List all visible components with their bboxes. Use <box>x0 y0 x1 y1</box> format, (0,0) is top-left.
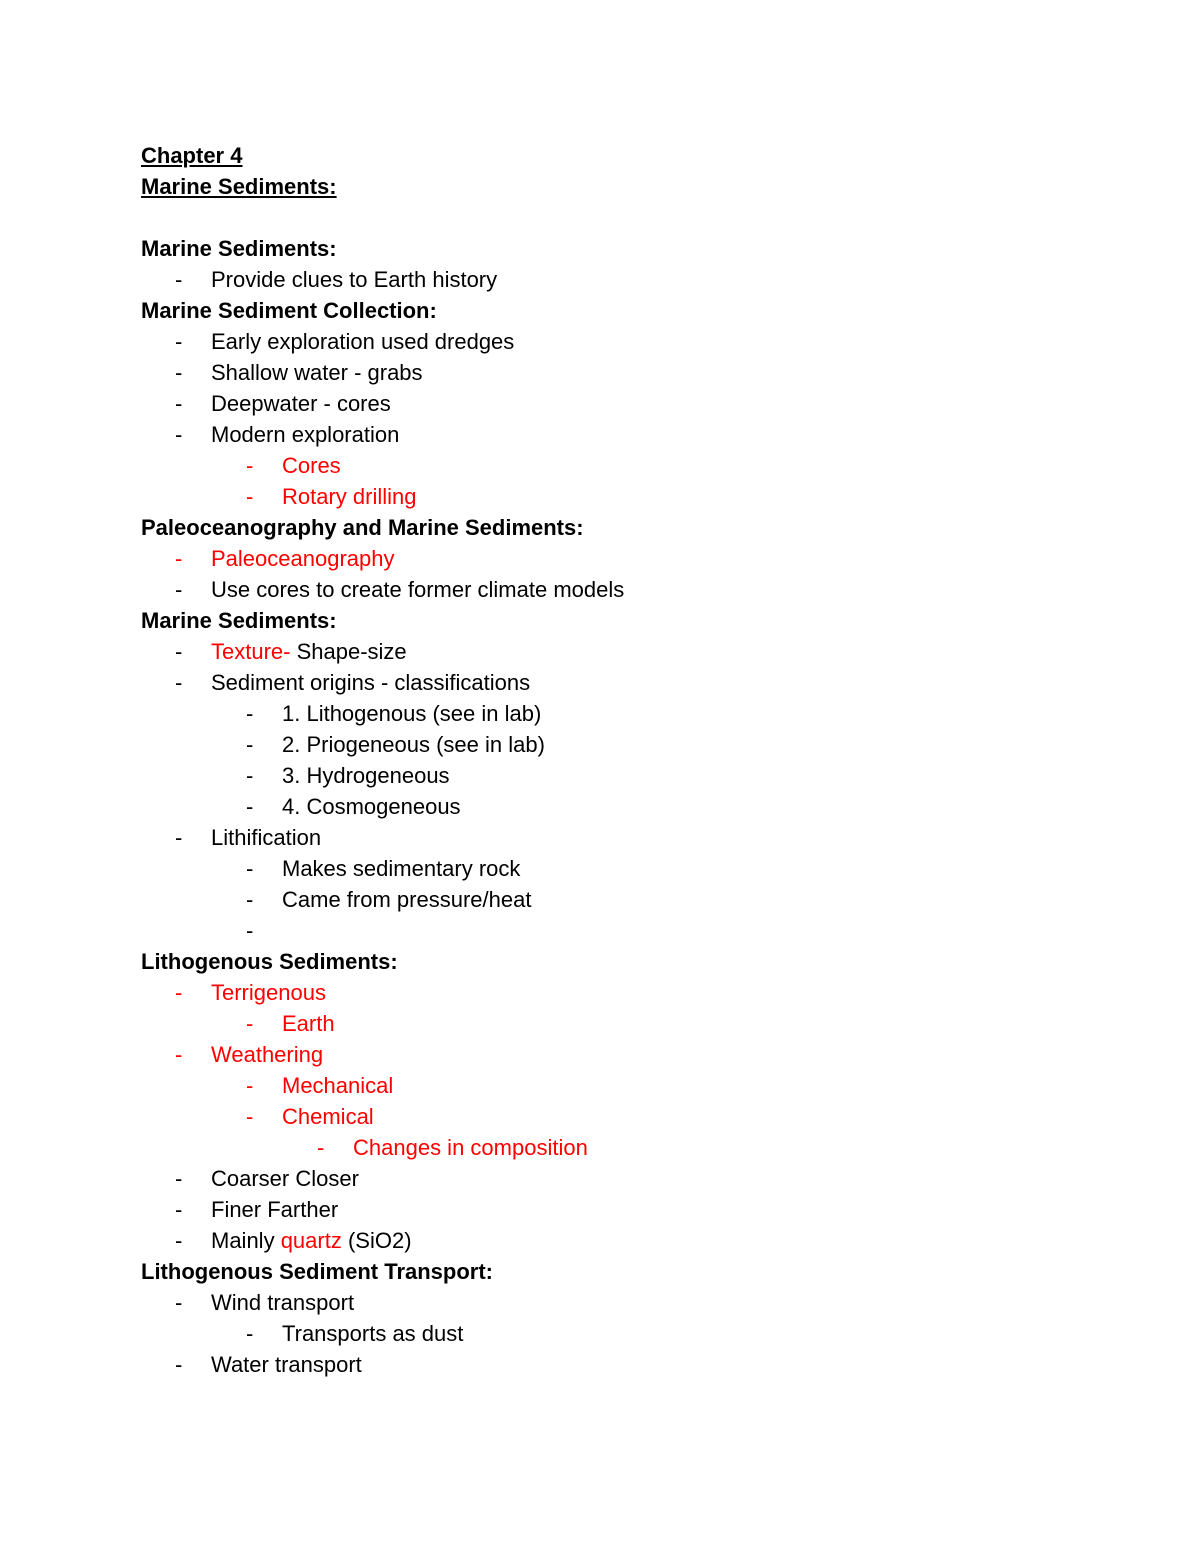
bullet-item-level-2 <box>141 450 1141 481</box>
bullet-text <box>211 1163 359 1194</box>
bullet-text <box>282 884 531 915</box>
bullet-dash-icon: - <box>246 1104 254 1129</box>
bullet-text <box>282 450 341 481</box>
bullet-text <box>282 729 545 760</box>
bullet-item-level-2 <box>141 729 1141 760</box>
bullet-text <box>282 481 417 512</box>
bullet-dash-icon: - <box>246 887 254 912</box>
bullet-text <box>282 1008 335 1039</box>
bullet-dash-icon: - <box>175 391 183 416</box>
bullet-dash-icon: - <box>175 980 183 1005</box>
bullet-dash-icon: - <box>175 1197 183 1222</box>
bullet-item-level-1 <box>141 543 1141 574</box>
bullet-text <box>353 1132 588 1163</box>
bullet-text <box>211 1349 362 1380</box>
highlighted-term: quartz <box>280 1228 342 1253</box>
bullet-dash-icon: - <box>175 1290 183 1315</box>
bullet-item-level-1 <box>141 977 1141 1008</box>
text-segment: 4. Cosmogeneous <box>282 794 461 819</box>
bullet-dash-icon: - <box>175 329 183 354</box>
bullet-dash-icon: - <box>246 856 254 881</box>
bullet-item-level-2 <box>141 1008 1141 1039</box>
text-segment: Early exploration used dredges <box>211 329 515 354</box>
bullet-item-level-1 <box>141 357 1141 388</box>
bullet-item-level-1 <box>141 1163 1141 1194</box>
bullet-text <box>211 822 321 853</box>
text-segment: Came from pressure/heat <box>282 887 532 912</box>
bullet-item-level-2 <box>141 698 1141 729</box>
text-segment: Modern exploration <box>211 422 400 447</box>
bullet-item-level-2 <box>141 1101 1141 1132</box>
section-heading: Lithogenous Sediment Transport: <box>141 1259 494 1284</box>
section-heading: Lithogenous Sediments: <box>141 949 398 974</box>
highlighted-term: Changes in composition <box>353 1135 588 1160</box>
bullet-text <box>211 543 394 574</box>
bullet-item-level-2 <box>141 1070 1141 1101</box>
bullet-text <box>211 357 423 388</box>
bullet-item-level-1 <box>141 264 1141 295</box>
bullet-item-level-1 <box>141 1194 1141 1225</box>
bullet-text <box>282 1318 463 1349</box>
bullet-text <box>211 574 624 605</box>
bullet-dash-icon: - <box>175 670 183 695</box>
section-heading: Marine Sediments: <box>141 608 337 633</box>
section-heading: Paleoceanography and Marine Sediments: <box>141 515 584 540</box>
text-segment: Water transport <box>211 1352 362 1377</box>
bullet-item-level-1 <box>141 1349 1141 1380</box>
text-segment: Finer Farther <box>211 1197 339 1222</box>
highlighted-term: Rotary drilling <box>282 484 417 509</box>
text-segment: Transports as dust <box>282 1321 464 1346</box>
text-segment: Shallow water - grabs <box>211 360 423 385</box>
bullet-item-level-1 <box>141 636 1141 667</box>
section-heading: Marine Sediments: <box>141 236 337 261</box>
bullet-dash-icon: - <box>246 794 254 819</box>
bullet-text <box>211 326 514 357</box>
document-page <box>141 140 1141 1380</box>
section-heading: Marine Sediment Collection: <box>141 298 437 323</box>
text-segment: Sediment origins - classifications <box>211 670 531 695</box>
bullet-item-level-2 <box>141 884 1141 915</box>
bullet-item-level-2 <box>141 791 1141 822</box>
bullet-dash-icon: - <box>246 484 254 509</box>
bullet-item-level-2 <box>141 481 1141 512</box>
bullet-dash-icon: - <box>246 1011 254 1036</box>
bullet-item-level-2 <box>141 760 1141 791</box>
text-segment: Makes sedimentary rock <box>282 856 521 881</box>
bullet-dash-icon: - <box>175 360 183 385</box>
bullet-text <box>211 1039 323 1070</box>
bullet-item-level-1 <box>141 667 1141 698</box>
bullet-item-level-2 <box>141 1318 1141 1349</box>
highlighted-term: Chemical <box>282 1104 374 1129</box>
text-segment: Use cores to create former climate models <box>211 577 625 602</box>
bullet-item-level-3 <box>141 1132 1141 1163</box>
bullet-dash-icon: - <box>175 1352 183 1377</box>
highlighted-term: Paleoceanography <box>211 546 395 571</box>
text-segment: 3. Hydrogeneous <box>282 763 450 788</box>
bullet-dash-icon: - <box>246 701 254 726</box>
bullet-dash-icon: - <box>175 1228 183 1253</box>
bullet-dash-icon: - <box>317 1135 325 1160</box>
text-segment: 2. Priogeneous (see in lab) <box>282 732 545 757</box>
bullet-item-level-1 <box>141 574 1141 605</box>
bullet-dash-icon: - <box>246 1321 254 1346</box>
text-segment: Provide clues to Earth history <box>211 267 498 292</box>
bullet-dash-icon: - <box>175 422 183 447</box>
text-segment: Shape-size <box>296 639 407 664</box>
highlighted-term: Terrigenous <box>211 980 326 1005</box>
bullet-dash-icon: - <box>246 732 254 757</box>
bullet-text <box>282 791 461 822</box>
bullet-text <box>282 760 450 791</box>
bullet-item-level-1 <box>141 388 1141 419</box>
highlighted-term: Mechanical <box>282 1073 394 1098</box>
bullet-item-level-1 <box>141 1287 1141 1318</box>
bullet-item-level-1 <box>141 326 1141 357</box>
bullet-dash-icon: - <box>175 825 183 850</box>
highlighted-term: Earth <box>282 1011 335 1036</box>
highlighted-term: Weathering <box>211 1042 324 1067</box>
bullet-item-level-1 <box>141 1225 1141 1256</box>
blank-line <box>141 202 1141 233</box>
bullet-text <box>211 667 530 698</box>
bullet-dash-icon: - <box>246 453 254 478</box>
bullet-text <box>211 1194 338 1225</box>
bullet-text <box>282 853 520 884</box>
bullet-text <box>211 636 407 667</box>
document-title: Chapter 4 <box>141 143 243 168</box>
bullet-dash-icon: - <box>246 918 254 943</box>
bullet-dash-icon: - <box>246 1073 254 1098</box>
text-segment: Wind transport <box>211 1290 355 1315</box>
bullet-item-level-1 <box>141 419 1141 450</box>
text-segment: Mainly <box>211 1228 281 1253</box>
bullet-item-level-1 <box>141 822 1141 853</box>
bullet-item-level-2 <box>141 853 1141 884</box>
bullet-text <box>211 264 497 295</box>
bullet-dash-icon: - <box>175 1166 183 1191</box>
bullet-text <box>211 1287 354 1318</box>
bullet-item-level-1 <box>141 1039 1141 1070</box>
bullet-text <box>282 1070 393 1101</box>
bullet-text <box>211 388 391 419</box>
document-title: Marine Sediments: <box>141 174 337 199</box>
text-segment: (SiO2) <box>341 1228 412 1253</box>
text-segment: Coarser Closer <box>211 1166 359 1191</box>
text-segment: 1. Lithogenous (see in lab) <box>282 701 542 726</box>
bullet-text <box>282 698 541 729</box>
bullet-dash-icon: - <box>175 577 183 602</box>
bullet-dash-icon: - <box>246 763 254 788</box>
highlighted-term: Cores <box>282 453 341 478</box>
bullet-text <box>211 1225 412 1256</box>
bullet-text <box>282 1101 374 1132</box>
highlighted-term: Texture- <box>211 639 297 664</box>
bullet-dash-icon: - <box>175 1042 183 1067</box>
bullet-dash-icon: - <box>175 546 183 571</box>
bullet-item-level-2 <box>141 915 1141 946</box>
bullet-text <box>211 977 326 1008</box>
text-segment: Deepwater - cores <box>211 391 391 416</box>
text-segment: Lithification <box>211 825 322 850</box>
bullet-dash-icon: - <box>175 639 183 664</box>
bullet-dash-icon: - <box>175 267 183 292</box>
bullet-text <box>211 419 399 450</box>
